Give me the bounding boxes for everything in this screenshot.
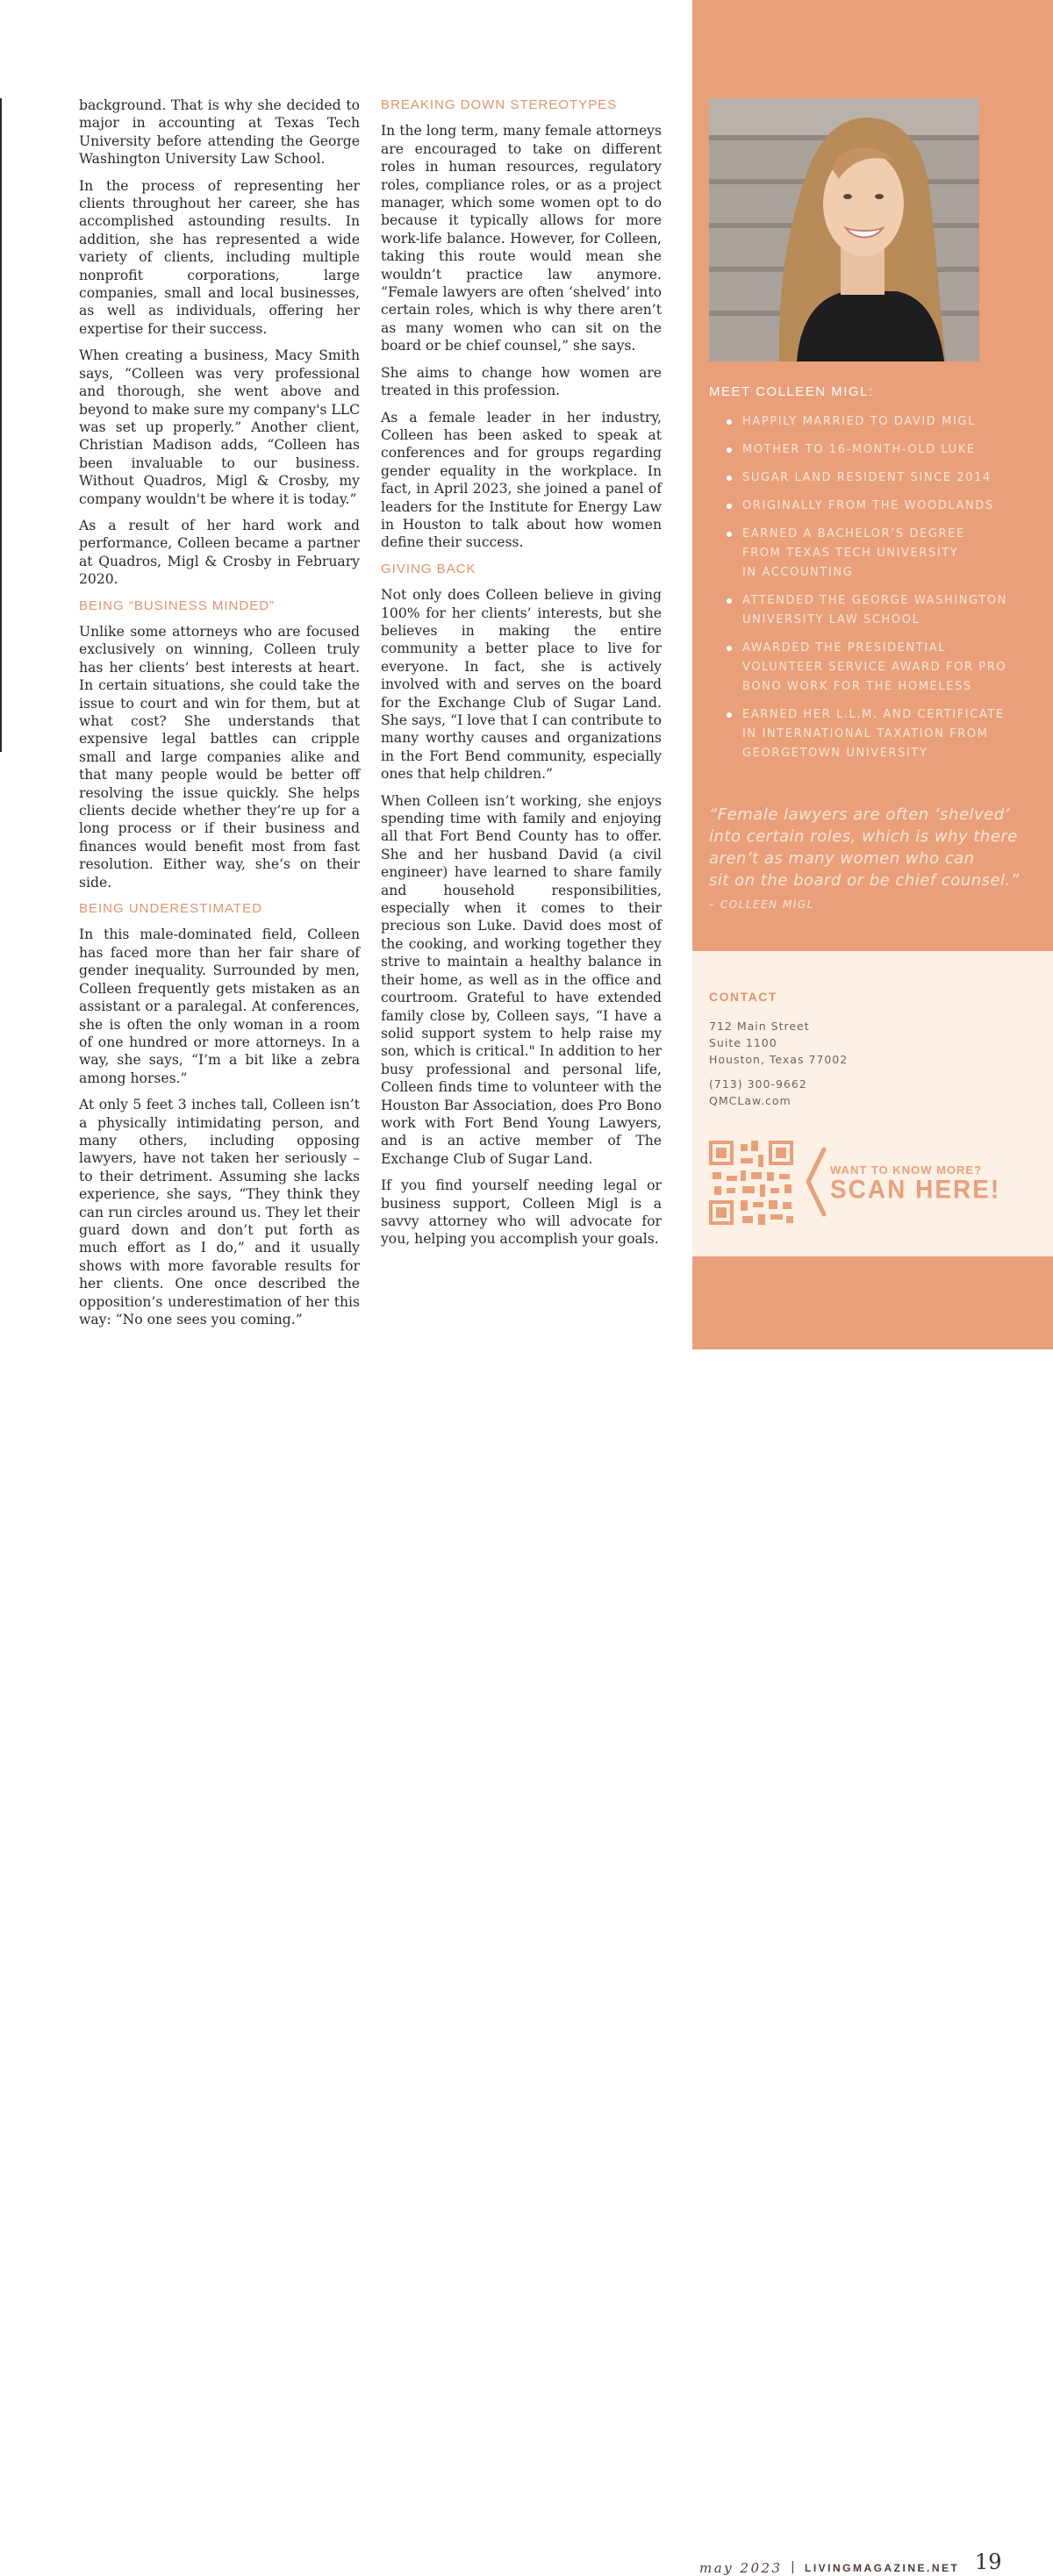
list-item: HAPPILY MARRIED TO DAVID MIGL — [725, 412, 1023, 432]
page-edge-rule — [0, 98, 2, 752]
qr-code-icon[interactable] — [709, 1141, 793, 1225]
body-paragraph: When Colleen isn’t working, she enjoys spending time with family and enjoying all that Fort Bend County has to offer. She and her husband David (a civil engineer) have learned to share family and household responsibilities, especially when it comes to their precious son Luke. David does most of the cooking, and working together they strive to maintain a healthy balance in their home, as well as in the office and courtroom. Grateful to have extended family close by, Colleen says, “I have a solid support system to help raise my son, which is critical." In addition to her busy professional and personal life, Colleen finds time to volunteer with the Houston Bar Association, does Pro Bono work with Fort Bend Young Lawyers, and is an active member of The Exchange Club of Sugar Land. — [381, 792, 662, 1167]
cta-prompt: WANT TO KNOW MORE? — [830, 1163, 983, 1177]
body-paragraph: As a result of her hard work and performance, Colleen became a partner at Quadros, Migl & Crosby in February 2020. — [79, 517, 360, 588]
body-paragraph: When creating a business, Macy Smith says, “Colleen was very professional and thorough, she went above and beyond to make sure my company's LLC was set up properly.” Another client, Christian Madison adds, “Colleen has been invaluable to our business. Without Quadros, Migl & Crosby, my company wouldn't be where it is today.” — [79, 347, 360, 507]
body-paragraph: Not only does Colleen believe in giving 100% for her clients’ interests, but she believes in making the entire community a better place to live for everyone. In fact, she is actively involved with and serves on the board for the Exchange Club of Sugar Land. She says, “I love that I can contribute to many worthy causes and organizations in the Fort Bend community, especially ones that help children.” — [381, 587, 662, 783]
body-paragraph: She aims to change how women are treated in this profession. — [381, 364, 662, 399]
body-paragraph: As a female leader in her industry, Colleen has been asked to speak at conferences and for groups regarding gender equality in the workplace. In fact, in April 2023, she joined a panel of leaders for the Institute for Energy Law in Houston to talk about how women define their success. — [381, 409, 662, 551]
sidebar-profile-panel — [692, 0, 1053, 951]
list-item: ATTENDED THE GEORGE WASHINGTON UNIVERSITY LAW SCHOOL — [725, 591, 1023, 630]
footer-separator: | — [791, 2560, 795, 2574]
list-item: SUGAR LAND RESIDENT SINCE 2014 — [725, 469, 1023, 488]
section-heading: BEING UNDERESTIMATED — [79, 901, 262, 917]
contact-city: Houston, Texas 77002 — [709, 1053, 849, 1066]
list-item: EARNED A BACHELOR’S DEGREE FROM TEXAS TECH UNIVERSITY IN ACCOUNTING — [725, 525, 1023, 583]
list-item: AWARDED THE PRESIDENTIAL VOLUNTEER SERVICE AWARD FOR PRO BONO WORK FOR THE HOMELESS — [725, 639, 1023, 697]
chevron-left-icon — [801, 1146, 829, 1218]
pull-quote-attribution: – COLLEEN MIGL — [709, 898, 814, 911]
contact-suite: Suite 1100 — [709, 1036, 777, 1049]
footer-band — [692, 1256, 1053, 2576]
list-item: MOTHER TO 16-MONTH-OLD LUKE — [725, 440, 1023, 460]
list-item: EARNED HER L.L.M. AND CERTIFICATE IN INTERNATIONAL TAXATION FROM GEORGETOWN UNIVERSITY — [725, 705, 1023, 763]
contact-street: 712 Main Street — [709, 1020, 810, 1033]
article-column-left — [79, 97, 360, 1337]
issue-date: may 2023 — [699, 2560, 783, 2576]
body-paragraph: In the process of representing her clients throughout her career, she has accomplished astounding results. In addition, she has represented a wide variety of clients, including multiple nonprofit corporations, large companies, small and local businesses, as well as individuals, offering her expertise for their success. — [79, 177, 360, 337]
article-column-middle — [381, 97, 662, 1257]
contact-website-link[interactable]: QMCLaw.com — [709, 1094, 792, 1107]
body-paragraph: At only 5 feet 3 inches tall, Colleen isn’t a physically intimidating person, and many others, including opposing lawyers, have not taken her seriously – to their detriment. Assuming she lacks experience, she says, “They think they can run circles around us. They let their guard down and don’t put forth as much effort as I do,” and it usually shows with more favorable results for her clients. One once described the opposition’s underestimation of her this way: “No one sees you coming.” — [79, 1097, 360, 1327]
profile-title: MEET COLLEEN MIGL: — [709, 384, 874, 399]
cta-scan-label[interactable]: SCAN HERE! — [830, 1175, 1001, 1204]
contact-heading: CONTACT — [709, 990, 777, 1004]
body-paragraph: If you find yourself needing legal or business support, Colleen Migl is a savvy attorney who will advocate for you, helping you accomplish your goals. — [381, 1177, 662, 1248]
sidebar — [692, 0, 1053, 2576]
section-heading: GIVING BACK — [381, 561, 476, 576]
body-paragraph: Unlike some attorneys who are focused exclusively on winning, Colleen truly has her clients’ best interests at heart. In certain situations, she could take the issue to court and win for them, but at what cost? She understands that expensive legal battles can cripple small and large companies alike and that many people would be better off resolving the issue quickly. She helps clients decide whether they’re up for a long process or if their business and finances would benefit most from fast resolution. Either way, she’s on their side. — [79, 623, 360, 891]
page-number: 19 — [975, 2550, 1002, 2574]
portrait-photo — [709, 98, 979, 361]
pull-quote: “Female lawyers are often ‘shelved’ into certain roles, which is why there aren’t as many women who can sit on the board or be chief counsel.” — [709, 805, 1020, 890]
body-paragraph: In this male-dominated field, Colleen has faced more than her fair share of gender inequality. Surrounded by men, Colleen frequently gets mistaken as an assistant or a paralegal. At conferences, she is often the only woman in a room of one hundred or more attorneys. In a way, she says, “I’m a bit like a zebra among horses.” — [79, 927, 360, 1086]
magazine-website-link[interactable]: LIVINGMAGAZINE.NET — [805, 2562, 960, 2574]
body-paragraph: In the long term, many female attorneys are encouraged to take on different roles in human resources, regulatory roles, compliance roles, or as a project manager, which some women opt to do because it typically allows for more work-life balance. However, for Colleen, taking this route would mean she wouldn’t practice law anymore. “Female lawyers are often ‘shelved’ into certain roles, which is why there aren’t as many women who can sit on the board or be chief counsel,” she says. — [381, 123, 662, 354]
list-item: ORIGINALLY FROM THE WOODLANDS — [725, 497, 1023, 516]
profile-facts-list — [725, 412, 1023, 772]
section-heading: BREAKING DOWN STEREOTYPES — [381, 97, 618, 112]
contact-phone[interactable]: (713) 300-9662 — [709, 1077, 807, 1091]
body-paragraph: background. That is why she decided to major in accounting at Texas Tech University before attending the George Washington University Law School. — [79, 97, 360, 168]
section-heading: BEING “BUSINESS MINDED” — [79, 597, 276, 613]
